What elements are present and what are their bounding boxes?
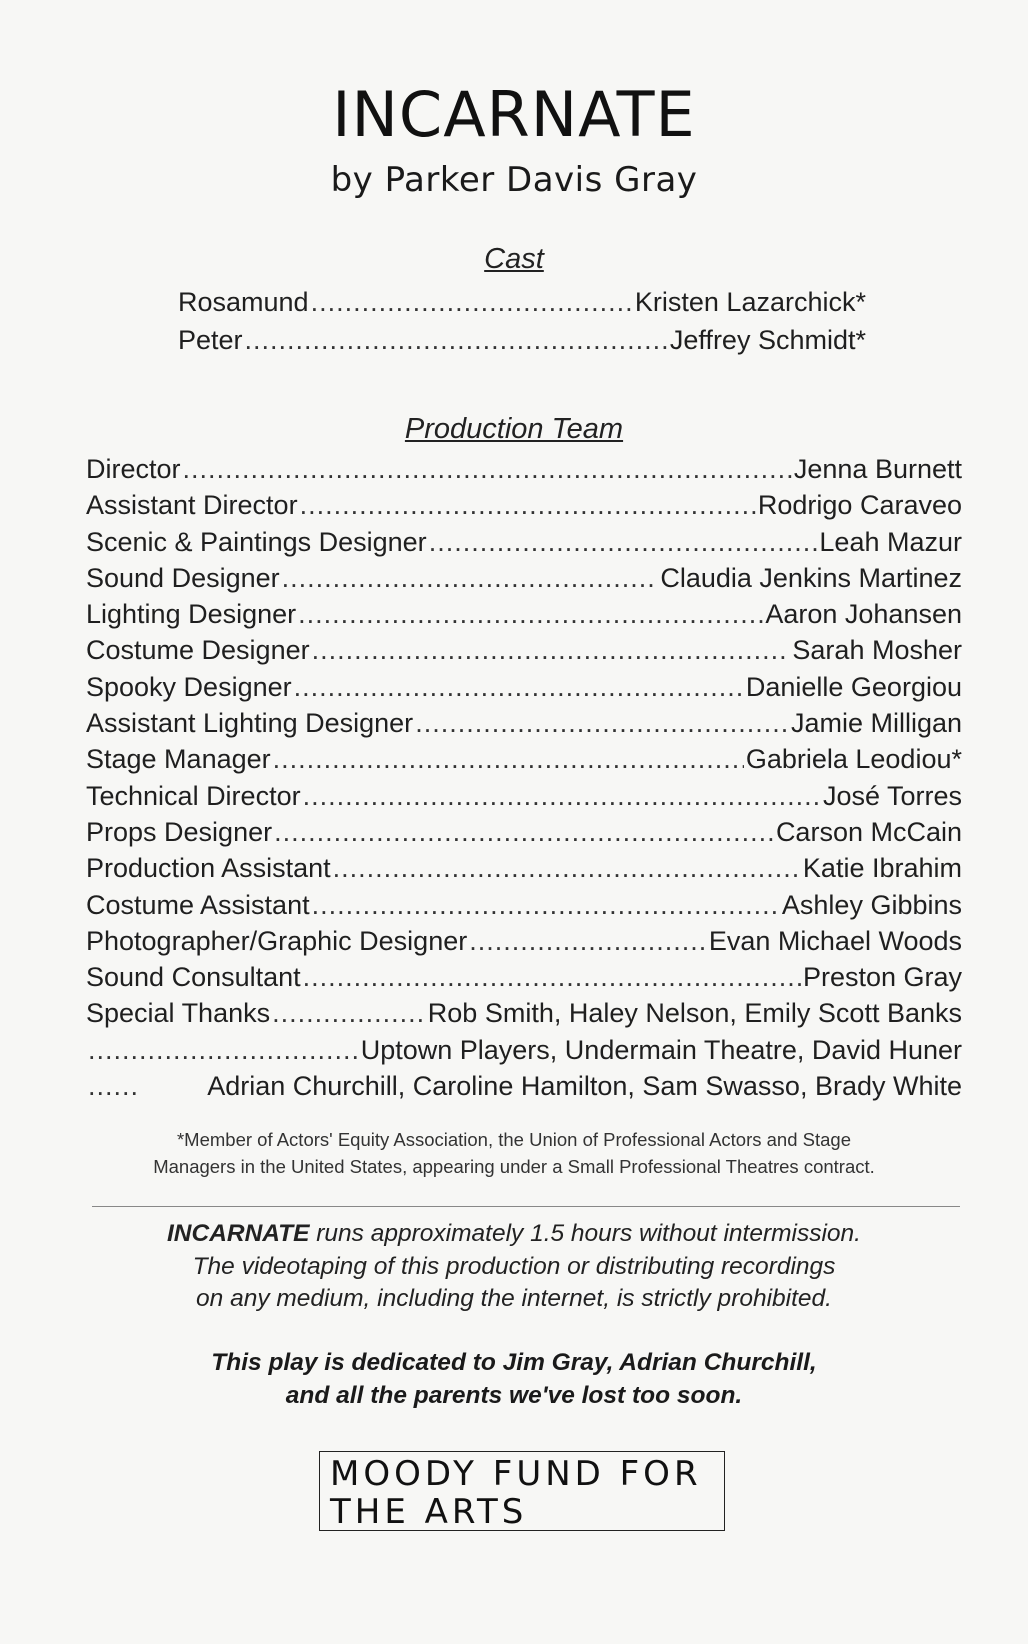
person-name: Uptown Players, Undermain Theatre, David Huner [360, 1034, 962, 1065]
dot-leader [183, 451, 792, 487]
role-label: Props Designer [86, 816, 273, 847]
role-label: Stage Manager [86, 744, 271, 775]
runtime-notes [0, 1218, 1028, 1316]
person-name: Rob Smith, Haley Nelson, Emily Scott Banks [427, 998, 962, 1029]
role-label: Technical Director [86, 780, 301, 811]
dot-leader [245, 321, 668, 359]
dot-leader [88, 1068, 138, 1104]
cast-row [178, 283, 866, 321]
person-name: Jamie Milligan [790, 708, 962, 739]
role-label: Spooky Designer [86, 671, 292, 702]
dot-leader [272, 995, 426, 1031]
sponsor-logo-line: MOODY FUND FOR [330, 1454, 702, 1494]
credit-row-continued [86, 1068, 962, 1104]
person-name: Sarah Mosher [792, 635, 962, 666]
credit-row [86, 632, 962, 668]
runtime-text: runs approximately 1.5 hours without intermission. [309, 1220, 861, 1247]
dot-leader [469, 923, 707, 959]
credit-row-continued [86, 1032, 962, 1068]
person-name: Evan Michael Woods [708, 925, 962, 956]
role-label: Sound Designer [86, 562, 280, 593]
cast-row [178, 321, 866, 359]
person-name: Ashley Gibbins [781, 889, 962, 920]
person-name: Aaron Johansen [765, 599, 962, 630]
equity-footnote [0, 1126, 1028, 1180]
play-title-inline: INCARNATE [167, 1220, 310, 1247]
role-label: Sound Consultant [86, 962, 301, 993]
dot-leader [303, 778, 821, 814]
person-name: Claudia Jenkins Martinez [660, 562, 962, 593]
role-label: Costume Designer [86, 635, 310, 666]
role-label: Photographer/Graphic Designer [86, 925, 468, 956]
credit-row [86, 923, 962, 959]
sponsor-logo-line: THE ARTS [330, 1492, 528, 1532]
credit-row [86, 596, 962, 632]
role-label: Director [86, 454, 181, 484]
person-name: Jenna Burnett [793, 454, 962, 484]
dot-leader [274, 814, 774, 850]
dot-leader [333, 850, 801, 886]
playwright-byline: by Parker Davis Gray [330, 160, 698, 200]
credit-row [86, 959, 962, 995]
dot-leader [300, 487, 756, 523]
character-name: Peter [178, 325, 243, 355]
dot-leader [88, 1032, 359, 1068]
dot-leader [282, 560, 659, 596]
person-name: Carson McCain [775, 816, 962, 847]
person-name: Gabriela Leodiou* [745, 744, 962, 775]
dot-leader [312, 887, 780, 923]
role-label: Scenic & Paintings Designer [86, 526, 427, 557]
credit-row [86, 560, 962, 596]
credit-row [86, 814, 962, 850]
dot-leader [294, 669, 744, 705]
person-name: Preston Gray [802, 962, 962, 993]
dedication-line: and all the parents we've lost too soon. [285, 1382, 743, 1409]
section-divider [92, 1206, 960, 1207]
actor-name: Kristen Lazarchick* [634, 287, 866, 317]
dedication [0, 1346, 1028, 1412]
sponsor-logo [319, 1451, 725, 1531]
credit-row [86, 705, 962, 741]
credit-row [86, 995, 962, 1031]
role-label: Assistant Lighting Designer [86, 708, 414, 739]
dot-leader [311, 283, 633, 321]
production-team-list [86, 451, 962, 1104]
role-label: Special Thanks [86, 998, 271, 1029]
actor-name: Jeffrey Schmidt* [669, 325, 866, 355]
dedication-line: This play is dedicated to Jim Gray, Adrian Churchill, [211, 1349, 817, 1376]
dot-leader [312, 632, 791, 668]
credit-row [86, 887, 962, 923]
dot-leader [303, 959, 801, 995]
person-name: Leah Mazur [819, 526, 962, 557]
play-title: INCARNATE [332, 78, 696, 151]
cast-list [178, 283, 866, 359]
runtime-line [0, 1218, 1028, 1251]
recording-notice-line: The videotaping of this production or distributing recordings [192, 1252, 836, 1280]
recording-notice-line: on any medium, including the internet, is strictly prohibited. [196, 1285, 832, 1312]
role-label: Lighting Designer [86, 599, 297, 630]
person-name: Katie Ibrahim [802, 853, 962, 884]
production-team-heading: Production Team [404, 413, 624, 445]
credit-row [86, 487, 962, 523]
person-name: Adrian Churchill, Caroline Hamilton, Sam Swasso, Brady White [207, 1071, 962, 1102]
person-name: Danielle Georgiou [745, 671, 962, 702]
credit-row [86, 778, 962, 814]
character-name: Rosamund [178, 287, 309, 317]
footnote-line: *Member of Actors' Equity Association, the Union of Professional Actors and Stage [176, 1129, 851, 1150]
footnote-line: Managers in the United States, appearing under a Small Professional Theatres contract. [153, 1156, 875, 1177]
credit-row [86, 524, 962, 560]
dot-leader [273, 741, 744, 777]
person-name: Rodrigo Caraveo [757, 490, 962, 521]
credit-row [86, 669, 962, 705]
person-name: José Torres [822, 780, 962, 811]
cast-heading: Cast [484, 243, 544, 275]
role-label: Production Assistant [86, 853, 331, 884]
credit-row [86, 850, 962, 886]
credit-row [86, 741, 962, 777]
dot-leader [415, 705, 789, 741]
role-label: Costume Assistant [86, 889, 310, 920]
credit-row [86, 451, 962, 487]
dot-leader [298, 596, 763, 632]
role-label: Assistant Director [86, 490, 298, 521]
dot-leader [429, 524, 818, 560]
